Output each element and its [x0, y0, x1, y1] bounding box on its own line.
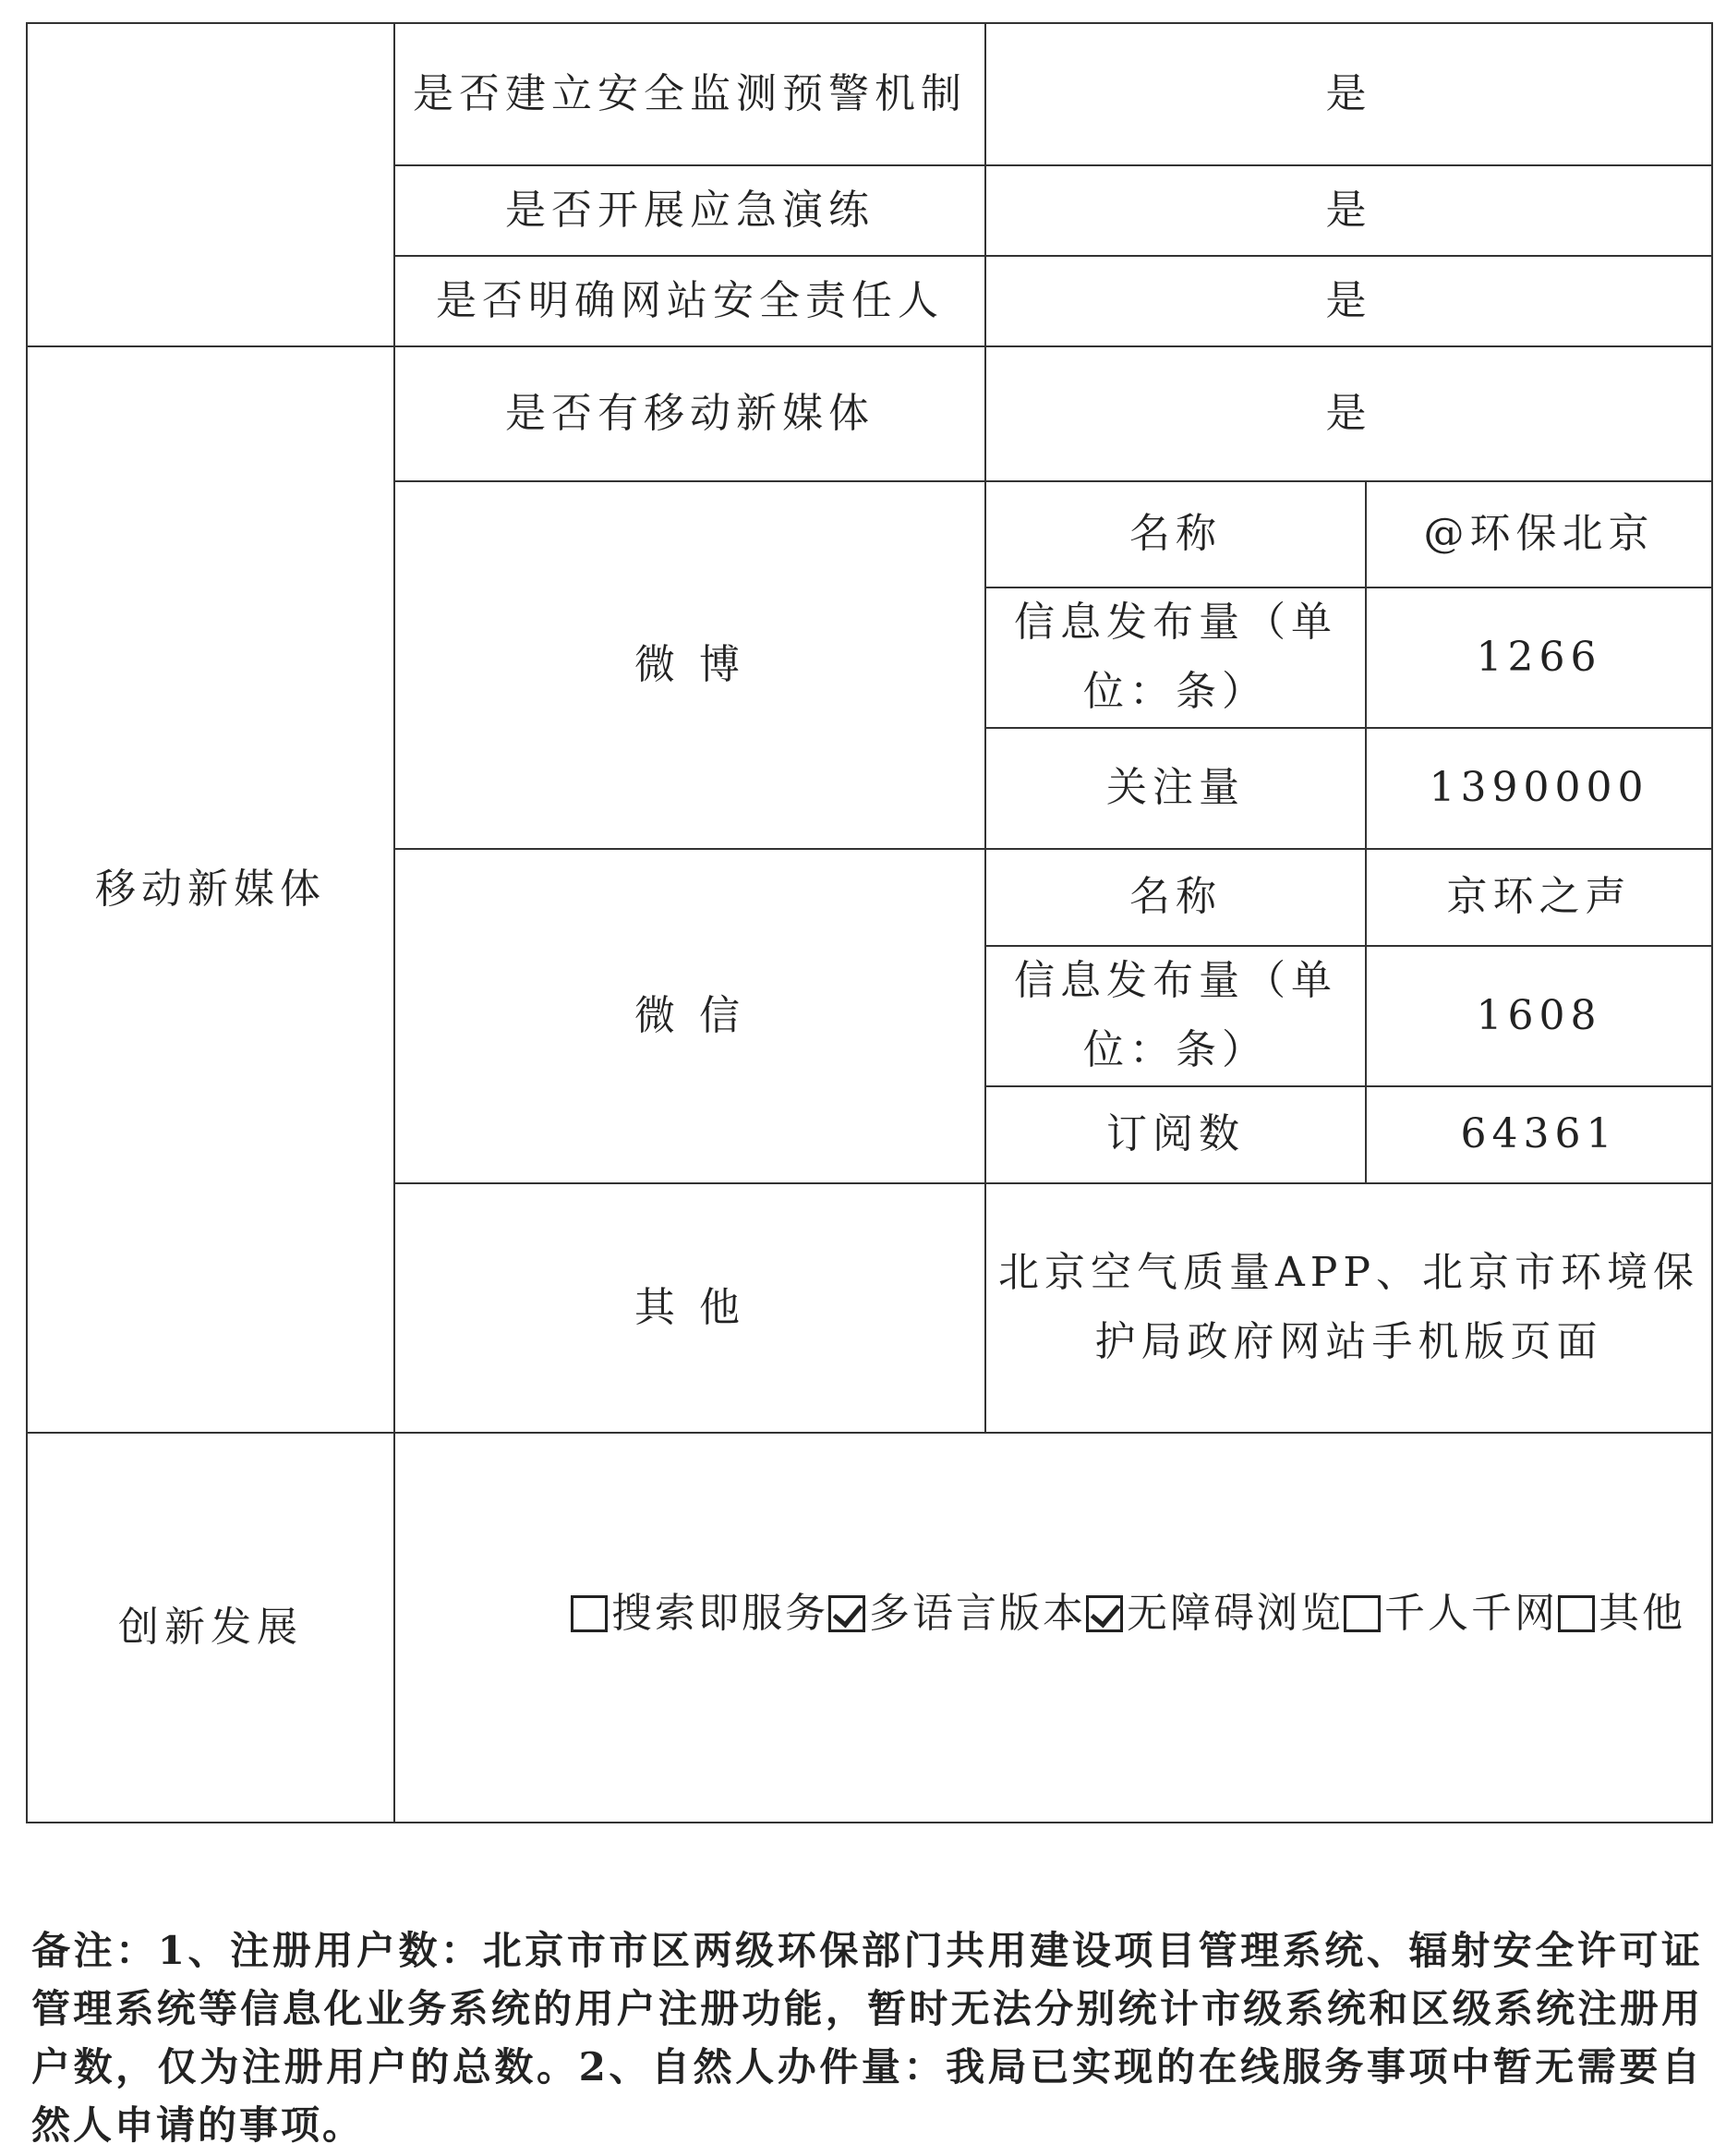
- innovation-option-label: 其他: [1599, 1589, 1685, 1637]
- report-table: [26, 22, 1713, 1823]
- innovation-section-label: 创新发展: [27, 1433, 394, 1823]
- mobile-media-section-label: 移动新媒体: [27, 346, 394, 1433]
- weibo-label: 微 博: [394, 481, 985, 849]
- checkbox[interactable]: [1344, 1595, 1381, 1632]
- weibo-name-label: 名称: [985, 481, 1366, 587]
- weibo-posts-label: 信息发布量（单位：条）: [985, 587, 1366, 728]
- monitoring-label: 是否建立安全监测预警机制: [394, 23, 985, 165]
- innovation-options-cell: [394, 1433, 1712, 1823]
- weibo-followers-value: 1390000: [1366, 728, 1712, 849]
- checkbox[interactable]: [1086, 1595, 1123, 1632]
- weibo-followers-label: 关注量: [985, 728, 1366, 849]
- innovation-option[interactable]: [1086, 1590, 1344, 1637]
- wechat-subscribers-value: 64361: [1366, 1086, 1712, 1183]
- drill-value: 是: [985, 165, 1712, 256]
- officer-label: 是否明确网站安全责任人: [394, 256, 985, 346]
- other-media-label: 其 他: [394, 1183, 985, 1433]
- innovation-option[interactable]: [828, 1590, 1086, 1637]
- weibo-posts-value: 1266: [1366, 587, 1712, 728]
- wechat-posts-value: 1608: [1366, 946, 1712, 1086]
- innovation-option[interactable]: [1344, 1590, 1558, 1637]
- innovation-option-label: 多语言版本: [869, 1589, 1086, 1637]
- innovation-option[interactable]: [1558, 1590, 1685, 1637]
- wechat-subscribers-label: 订阅数: [985, 1086, 1366, 1183]
- other-media-value: 北京空气质量APP、北京市环境保护局政府网站手机版页面: [985, 1183, 1712, 1433]
- innovation-option-label: 搜索即服务: [611, 1589, 828, 1637]
- innovation-option-label: 千人千网: [1384, 1589, 1558, 1637]
- checkbox[interactable]: [828, 1595, 865, 1632]
- wechat-name-label: 名称: [985, 849, 1366, 946]
- wechat-posts-label: 信息发布量（单位：条）: [985, 946, 1366, 1086]
- officer-value: 是: [985, 256, 1712, 346]
- security-section-cell: [27, 23, 394, 346]
- wechat-label: 微 信: [394, 849, 985, 1183]
- has-mobile-media-value: 是: [985, 346, 1712, 481]
- monitoring-value: 是: [985, 23, 1712, 165]
- has-mobile-media-label: 是否有移动新媒体: [394, 346, 985, 481]
- innovation-option[interactable]: [571, 1590, 828, 1637]
- drill-label: 是否开展应急演练: [394, 165, 985, 256]
- footnote: 备注：1、注册用户数：北京市市区两级环保部门共用建设项目管理系统、辐射安全许可证管理系统等信息化业务系统的用户注册功能，暂时无法分别统计市级系统和区级系统注册用户数，仅为注册用户的总数。2、自然人办件量：我局已实现的在线服务事项中暂无需要自然人申请的事项。: [31, 1928, 1703, 2148]
- checkbox[interactable]: [1558, 1595, 1595, 1632]
- innovation-checkbox-group: [403, 1580, 1704, 1649]
- checkbox[interactable]: [571, 1595, 608, 1632]
- wechat-name-value: 京环之声: [1366, 849, 1712, 946]
- innovation-option-label: 无障碍浏览: [1127, 1589, 1344, 1637]
- weibo-name-value: @环保北京: [1366, 481, 1712, 587]
